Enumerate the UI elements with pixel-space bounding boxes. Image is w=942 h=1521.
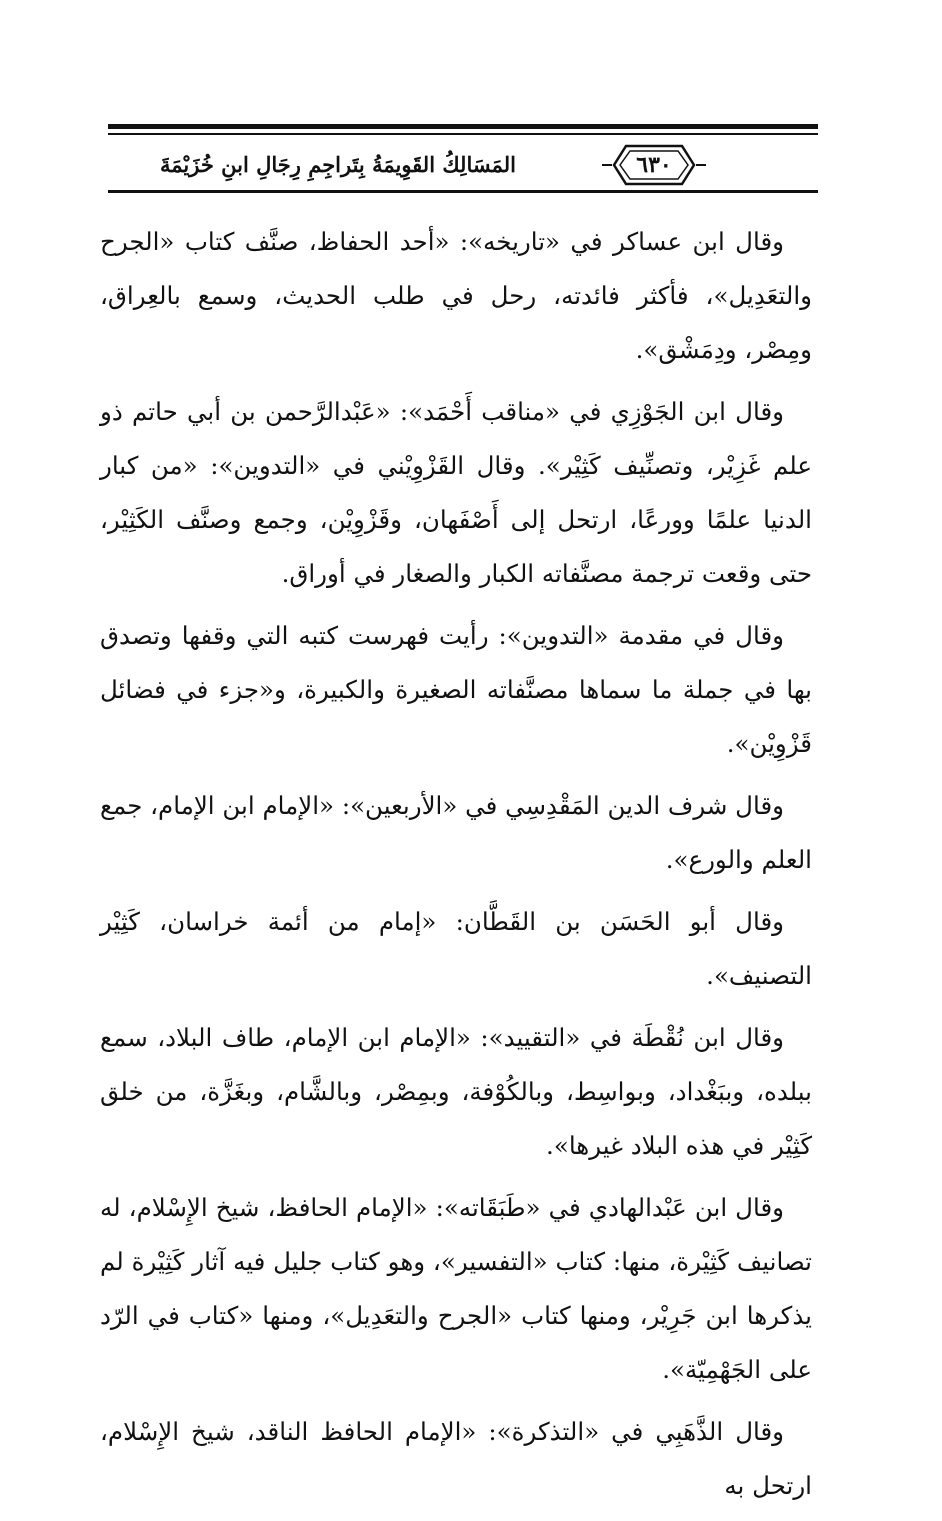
paragraph: وقال ابن عساكر في «تاريخه»: «أحد الحفاظ، صنَّف كتاب «الجرح والتعَدِيل»، فأكثر فائدته، رحل في طلب الحديث، وسمع بالعِراق، ومِصْر، ودِمَشْق». [100,227,812,364]
paragraph: وقال ابن عَبْدالهادي في «طَبَقَاته»: «الإمام الحافظ، شيخ الإِسْلام، له تصانيف كَثِيْرة، منها: كتاب «التفسير»، وهو كتاب جليل فيه آثار كَثِيْرة لم يذكرها ابن جَرِيْر، ومنها كتاب «الجرح والتعَدِيل»، ومنها «كتاب في الرّد على الجَهْمِيّة». [100,1193,812,1384]
paragraph: وقال ابن الجَوْزِي في «مناقب أَحْمَد»: «عَبْدالرَّحمن بن أبي حاتم ذو علم غَزِيْر، وتصنِّيف كَثِيْر». وقال القَزْوِيْني في «التدوين»: «من كبار الدنيا علمًا وورعًا، ارتحل إلى أَصْفَهان، وقَزْوِيْن، وجمع وصنَّف الكَثِيْر، حتى وقعت ترجمة مصنَّفاته الكبار والصغار في أوراق. [100,397,812,588]
paragraph: وقال ابن نُقْطَة في «التقييد»: «الإمام ابن الإمام، طاف البلاد، سمع ببلده، وببَغْداد، وبواسِط، وبالكُوْفة، وبمِصْر، وبالشَّام، وبغَزَّة، من خلق كَثِيْر في هذه البلاد غيرها». [100,1023,812,1160]
paragraph: وقال أبو الحَسَن بن القَطَّان: «إمام من أئمة خراسان، كَثِيْر التصنيف». [100,907,812,990]
page-number: ٦٣٠ [636,152,672,178]
header-rule-top [108,124,818,129]
paragraph: وقال في مقدمة «التدوين»: رأيت فهرست كتبه التي وقفها وتصدق بها في جملة ما سماها مصنَّفاته الصغيرة والكبيرة، و«جزء في فضائل قَزْوِيْن». [100,621,812,758]
header-rule-top-thin [108,133,818,135]
paragraph: وقال شرف الدين المَقْدِسِي في «الأربعين»: «الإمام ابن الإمام، جمع العلم والورع». [100,791,812,874]
header-rule-bottom [108,190,818,193]
page-number-badge [600,140,708,190]
paragraph: وقال الذَّهَبِي في «التذكرة»: «الإمام الحافظ الناقد، شيخ الإِسْلام، ارتحل به [100,1417,812,1500]
running-header-title: المَسَالِكُ القَوِيمَةُ بِتَراجِمِ رِجَالِ ابنِ خُزَيْمَةَ [160,152,516,177]
main-text [100,215,812,1521]
